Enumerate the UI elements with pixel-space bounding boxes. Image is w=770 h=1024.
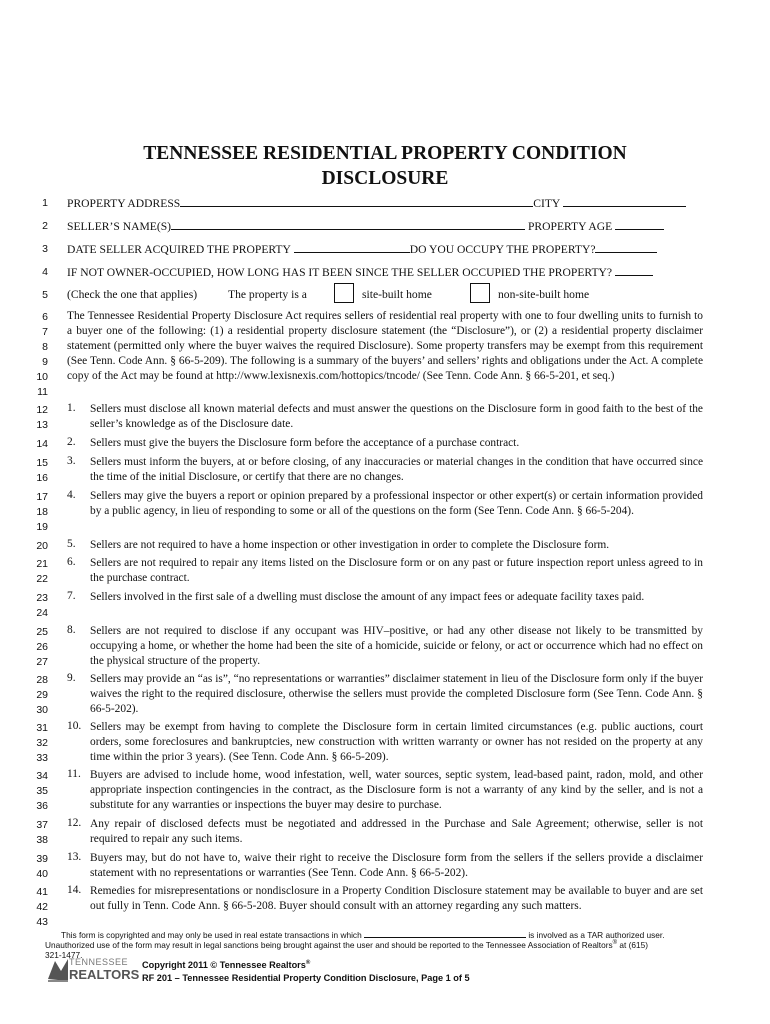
item-text: Remedies for misrepresentations or nondisclosure in a Property Condition Disclosure statement may be available to buyer and are set out fully in Tenn. Code Ann. § 66-5-208. Buyer should consult with an attorney regarding any such matters.: [90, 885, 703, 912]
property-age-label: PROPERTY AGE: [527, 220, 613, 233]
item-number: 14.: [67, 884, 82, 896]
line-number: 19: [36, 521, 48, 533]
sellers-names-row: [67, 219, 664, 233]
property-age-field[interactable]: [615, 219, 664, 230]
line-number: 22: [36, 573, 48, 585]
item-text: Buyers are advised to include home, wood infestation, well, water sources, septic system, lead-based paint, radon, mold, and other appropriate inspection contingencies in the contract, as the Disclosure form is not a warranty of any kind by the seller, and is not a substitute for any warranties or inspections the buyer may desire to purchase.: [90, 769, 703, 811]
site-built-label: site-built home: [362, 288, 432, 301]
line-number: 29: [36, 689, 48, 701]
line-number: 40: [36, 868, 48, 880]
line-number: 15: [36, 457, 48, 469]
item-number: 6.: [67, 556, 76, 568]
line-number: 5: [42, 289, 48, 301]
occupy-label: DO YOU OCCUPY THE PROPERTY?: [409, 243, 596, 256]
unauthorized-use-text: Unauthorized use of the form may result in legal sanctions being brought against the user and should be reported to the Tennessee Association of Realtors: [45, 940, 613, 950]
site-built-checkbox[interactable]: [334, 283, 354, 303]
line-number: 28: [36, 674, 48, 686]
line-number: 35: [36, 785, 48, 797]
not-owner-occupied-row: [67, 265, 653, 279]
line-number: 14: [36, 438, 48, 450]
line-number: 32: [36, 737, 48, 749]
item-number: 12.: [67, 817, 82, 829]
date-acquired-row: [67, 242, 657, 256]
realtors-logo-icon: [47, 957, 69, 983]
line-number: 18: [36, 506, 48, 518]
city-label: CITY: [533, 197, 561, 210]
line-number: 31: [36, 722, 48, 734]
item-text: Sellers may give the buyers a report or opinion prepared by a professional inspector or other expert(s) or certain information provided by a public agency, in lieu of responding to some or all of the questions on the form (See Tenn. Code Ann. § 66-5-204).: [90, 490, 703, 517]
line-number: 30: [36, 704, 48, 716]
line-number: 39: [36, 853, 48, 865]
line-number: 26: [36, 641, 48, 653]
property-address-label: PROPERTY ADDRESS: [67, 197, 181, 210]
line-number: 27: [36, 656, 48, 668]
line-number: 41: [36, 886, 48, 898]
item-text: Sellers must inform the buyers, at or before closing, of any inaccuracies or material changes in the condition that have occurred since the time of the initial Disclosure, or certify that there are no changes.: [90, 456, 703, 483]
line-number: 20: [36, 540, 48, 552]
logo-tennessee-text: TENNESSEE: [69, 957, 129, 967]
item-text: Sellers must give the buyers the Disclosure form before the acceptance of a purchase contract.: [90, 437, 520, 449]
copyright-registered-mark: ®: [305, 960, 311, 966]
item-text: Sellers must disclose all known material defects and must answer the questions on the Disclosure form in good faith to the best of the seller’s knowledge as of the Disclosure date.: [90, 403, 703, 430]
line-number: 21: [36, 558, 48, 570]
date-acquired-label: DATE SELLER ACQUIRED THE PROPERTY: [67, 243, 291, 256]
line-number: 11: [37, 386, 48, 398]
sellers-names-field[interactable]: [171, 219, 525, 230]
line-number: 2: [42, 220, 48, 232]
non-site-built-checkbox[interactable]: [470, 283, 490, 303]
unauthorized-use-phone: at (615): [619, 940, 648, 950]
line-number: 13: [36, 419, 48, 431]
sellers-names-label: SELLER’S NAME(S): [67, 220, 172, 233]
property-address-row: [67, 196, 686, 210]
property-is-a-label: The property is a: [228, 288, 307, 301]
registered-mark: ®: [612, 940, 618, 947]
line-number: 16: [36, 472, 48, 484]
item-number: 2.: [67, 436, 76, 448]
item-number: 5.: [67, 538, 76, 550]
phone-continuation: 321-1477.: [45, 950, 83, 960]
line-number: 36: [36, 800, 48, 812]
item-number: 4.: [67, 489, 76, 501]
not-owner-occupied-field[interactable]: [615, 265, 653, 276]
item-number: 1.: [67, 402, 76, 414]
form-title-line-2: DISCLOSURE: [321, 168, 449, 189]
item-text: Sellers are not required to repair any items listed on the Disclosure form or on any past or future inspection report unless agreed to in the purchase contract.: [90, 557, 703, 584]
line-number: 3: [42, 243, 48, 255]
not-owner-occupied-label: IF NOT OWNER-OCCUPIED, HOW LONG HAS IT BEEN SINCE THE SELLER OCCUPIED THE PROPERTY?: [67, 266, 613, 279]
item-number: 8.: [67, 624, 76, 636]
line-number: 33: [36, 752, 48, 764]
line-number: 25: [36, 626, 48, 638]
form-title-line-1: TENNESSEE RESIDENTIAL PROPERTY CONDITION: [143, 143, 627, 164]
copyright-notice-start: This form is copyrighted and may only be used in real estate transactions in which: [61, 930, 362, 940]
line-number: 34: [36, 770, 48, 782]
line-number: 1: [42, 197, 48, 209]
item-number: 3.: [67, 455, 76, 467]
date-acquired-field[interactable]: [294, 242, 410, 253]
item-number: 11.: [67, 768, 81, 780]
item-text: Sellers are not required to disclose if any occupant was HIV–positive, or had any other disease not likely to be transmitted by occupying a home, or whether the home had been the site of a homicide, suicide or felony, or act or occurrence which had no effect on the physical structure of the property.: [90, 625, 703, 667]
copyright-text: Copyright 2011 © Tennessee Realtors: [142, 960, 306, 971]
line-number: 37: [36, 819, 48, 831]
logo-realtors-text: REALTORS: [69, 967, 140, 982]
copyright-notice-line: [61, 930, 665, 940]
line-number: 38: [36, 834, 48, 846]
item-text: Sellers are not required to have a home inspection or other investigation in order to complete the Disclosure form.: [90, 539, 610, 551]
item-text: Any repair of disclosed defects must be negotiated and addressed in the Purchase and Sale Agreement; otherwise, seller is not required to repair any such items.: [90, 818, 703, 845]
item-number: 13.: [67, 851, 82, 863]
line-number: 24: [36, 607, 48, 619]
city-field[interactable]: [563, 196, 686, 207]
line-number: 12: [36, 404, 48, 416]
form-identifier: RF 201 – Tennessee Residential Property Condition Disclosure, Page 1 of 5: [142, 973, 470, 983]
copyright-line: [142, 960, 310, 970]
item-number: 10.: [67, 720, 82, 732]
non-site-built-label: non-site-built home: [498, 288, 590, 301]
line-number: 4: [42, 266, 48, 278]
copyright-notice-end: is involved as a TAR authorized user.: [528, 930, 665, 940]
occupy-field[interactable]: [595, 242, 657, 253]
check-one-label: (Check the one that applies): [67, 288, 198, 301]
tar-user-field[interactable]: [364, 930, 526, 938]
line-number: 6: [42, 311, 48, 323]
line-number: 23: [36, 592, 48, 604]
item-number: 7.: [67, 590, 76, 602]
item-number: 9.: [67, 672, 76, 684]
line-number: 43: [36, 916, 48, 928]
item-text: Sellers may be exempt from having to complete the Disclosure form in certain limited circumstances (e.g. public auctions, court orders, some foreclosures and bankruptcies, new construction with written warranty or owner has not resided on the property at any time within the prior 3 years). (See Tenn. Code Ann. § 66-5-209).: [90, 721, 703, 763]
tennessee-realtors-logo: [47, 957, 140, 983]
line-number: 42: [36, 901, 48, 913]
line-number: 7: [42, 326, 48, 338]
unauthorized-use-line: [45, 940, 648, 950]
item-text: Sellers may provide an “as is”, “no representations or warranties” disclaimer statement in lieu of the Disclosure form only if the buyer waives the right to the required disclosure, otherwise the sellers must provide the completed Disclosure form (See Tenn. Code Ann. § 66-5-202).: [90, 673, 703, 715]
property-address-field[interactable]: [180, 196, 533, 207]
item-text: Sellers involved in the first sale of a dwelling must disclose the amount of any impact fees or adequate facility taxes paid.: [90, 591, 645, 603]
item-text: Buyers may, but do not have to, waive their right to receive the Disclosure form from the sellers if the sellers provide a disclaimer statement with no representations or warranties (See Tenn. Code Ann. § 66-5-202).: [90, 852, 703, 879]
intro-paragraph: The Tennessee Residential Property Disclosure Act requires sellers of residential real property with one to four dwelling units to furnish to a buyer one of the following: (1) a residential property disclosure statement (the “Disclosure”), or (2) a residential property disclaimer statement (permitted only where the buyer waives the required Disclosure). Some property transfers may be exempt from this requirement (See Tenn. Code Ann. § 66-5-209). The following is a summary of the buyers’ and sellers’ rights and obligations under the Act. A complete copy of the Act may be found at http://www.lexisnexis.com/hottopics/tncode/ (See Tenn. Code Ann. § 66-5-201, et seq.): [67, 310, 703, 382]
line-number: 8: [42, 341, 48, 353]
line-number: 17: [36, 491, 48, 503]
line-number: 10: [36, 371, 48, 383]
line-number: 9: [42, 356, 48, 368]
